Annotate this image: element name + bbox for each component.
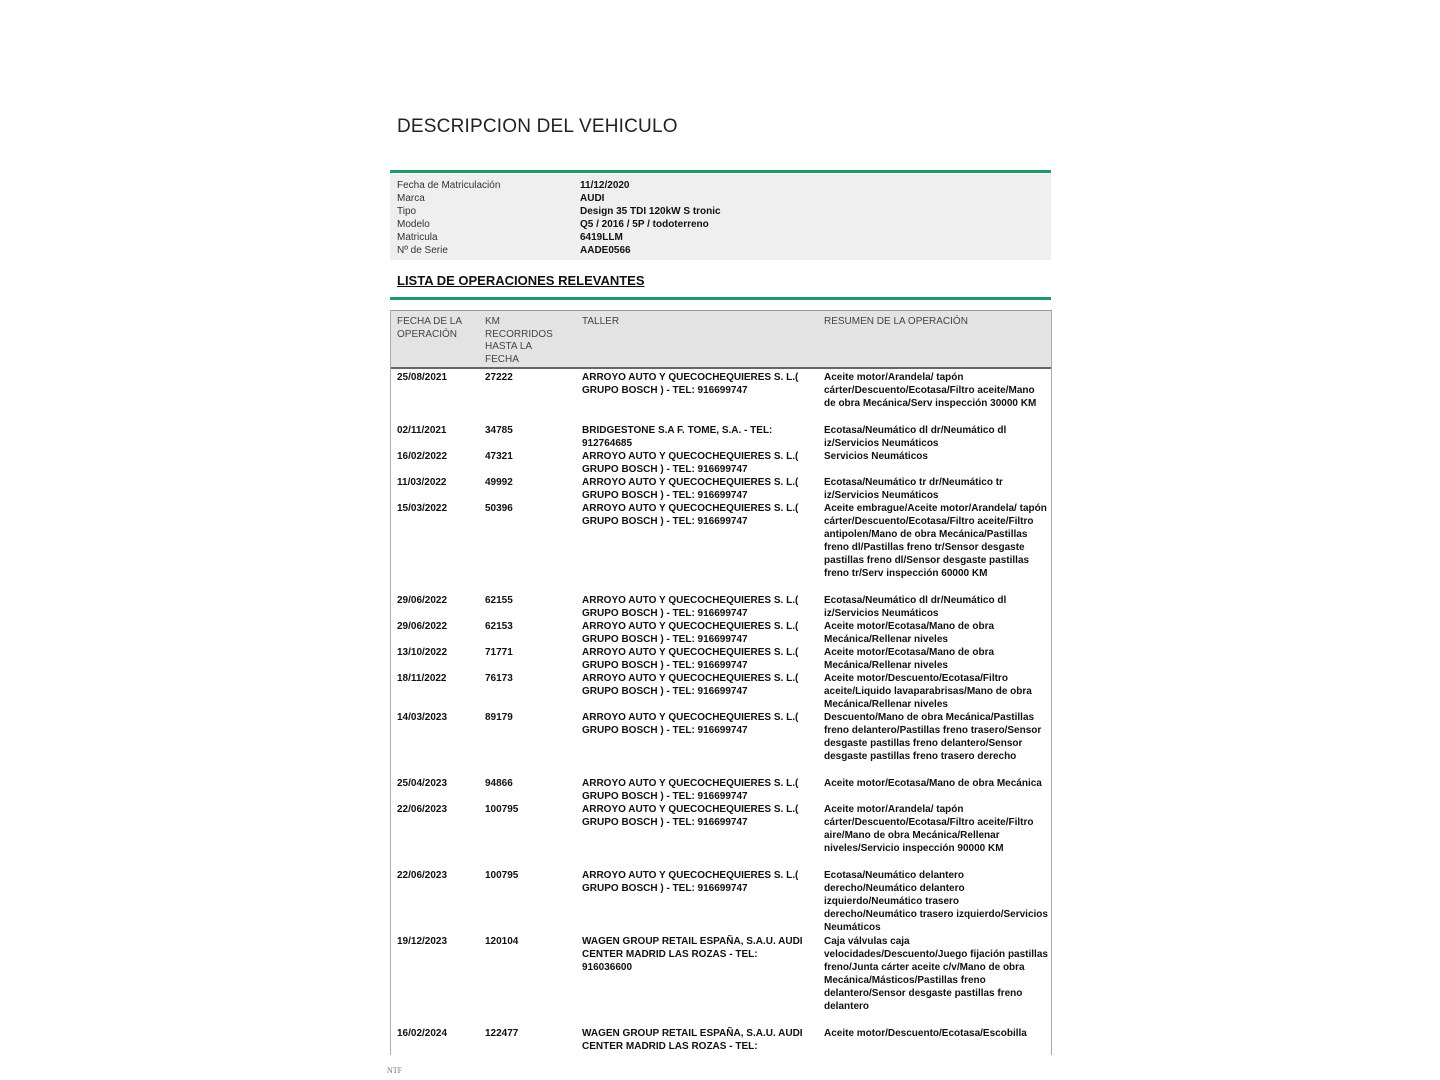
table-row <box>391 709 1051 775</box>
vehicle-label: Fecha de Matriculación <box>397 180 501 191</box>
operation-km: 71771 <box>485 647 513 658</box>
column-header-date: FECHA DE LA OPERACIÓN <box>397 316 462 340</box>
operation-summary: Aceite motor/Arandela/ tapón cárter/Descuento/Ecotasa/Filtro aceite/Mano de obra Mecánica/Serv inspección 30000 KM <box>824 372 1037 410</box>
column-header-shop: TALLER <box>582 316 620 327</box>
table-row <box>391 474 1051 500</box>
operation-km: 50396 <box>485 503 513 514</box>
operation-summary: Ecotasa/Neumático tr dr/Neumático tr iz/Servicios Neumáticos <box>824 477 1003 502</box>
operation-date: 16/02/2024 <box>397 1028 448 1039</box>
operation-shop: ARROYO AUTO Y QUECOCHEQUIERES S. L.( GRUPO BOSCH ) - TEL: 916699747 <box>582 673 799 698</box>
divider <box>390 297 1051 300</box>
table-row <box>391 369 1051 422</box>
column-header-km: KM RECORRIDOS HASTA LA FECHA <box>485 316 553 365</box>
operation-date: 22/06/2023 <box>397 804 448 815</box>
table-row <box>391 592 1051 618</box>
vehicle-label: Tipo <box>397 206 417 217</box>
table-row <box>391 1025 1051 1055</box>
operation-date: 16/02/2022 <box>397 451 448 462</box>
operation-date: 19/12/2023 <box>397 936 448 947</box>
vehicle-value: 6419LLM <box>580 232 623 243</box>
table-row <box>391 644 1051 670</box>
table-row <box>391 618 1051 644</box>
operation-summary: Aceite motor/Arandela/ tapón cárter/Descuento/Ecotasa/Filtro aceite/Filtro aire/Mano de obra Mecánica/Rellenar niveles/Servicio inspección 90000 KM <box>824 804 1034 855</box>
operation-summary: Ecotasa/Neumático delantero derecho/Neumático delantero izquierdo/Neumático trasero derecho/Neumático trasero izquierdo/Servicios Neumáticos <box>824 870 1048 934</box>
document-title: DESCRIPCION DEL VEHICULO <box>397 116 678 137</box>
operation-shop: ARROYO AUTO Y QUECOCHEQUIERES S. L.( GRUPO BOSCH ) - TEL: 916699747 <box>582 647 799 672</box>
operation-summary: Ecotasa/Neumático dl dr/Neumático dl iz/Servicios Neumáticos <box>824 425 1007 450</box>
vehicle-label: Matricula <box>397 232 438 243</box>
operation-shop: ARROYO AUTO Y QUECOCHEQUIERES S. L.( GRUPO BOSCH ) - TEL: 916699747 <box>582 477 799 502</box>
operation-date: 13/10/2022 <box>397 647 448 658</box>
vehicle-value: AUDI <box>580 193 605 204</box>
operation-shop: ARROYO AUTO Y QUECOCHEQUIERES S. L.( GRUPO BOSCH ) - TEL: 916699747 <box>582 621 799 646</box>
operation-km: 94866 <box>485 778 513 789</box>
operation-km: 47321 <box>485 451 513 462</box>
table-row <box>391 775 1051 801</box>
operation-summary: Servicios Neumáticos <box>824 451 928 462</box>
vehicle-value: 11/12/2020 <box>580 180 630 191</box>
operation-km: 62153 <box>485 621 513 632</box>
operation-shop: ARROYO AUTO Y QUECOCHEQUIERES S. L.( GRUPO BOSCH ) - TEL: 916699747 <box>582 778 799 803</box>
operation-date: 22/06/2023 <box>397 870 448 881</box>
operation-km: 120104 <box>485 936 519 947</box>
operation-shop: WAGEN GROUP RETAIL ESPAÑA, S.A.U. AUDI CENTER MADRID LAS ROZAS - TEL: 916036600 <box>582 936 803 974</box>
operation-shop: BRIDGESTONE S.A F. TOME, S.A. - TEL: 912764685 <box>582 425 773 450</box>
operation-date: 14/03/2023 <box>397 712 448 723</box>
operation-summary: Aceite motor/Ecotasa/Mano de obra Mecánica <box>824 778 1042 789</box>
operation-shop: ARROYO AUTO Y QUECOCHEQUIERES S. L.( GRUPO BOSCH ) - TEL: 916699747 <box>582 372 799 397</box>
operation-shop: ARROYO AUTO Y QUECOCHEQUIERES S. L.( GRUPO BOSCH ) - TEL: 916699747 <box>582 804 799 829</box>
column-header-summary: RESUMEN DE LA OPERACIÓN <box>824 316 968 327</box>
operation-km: 27222 <box>485 372 513 383</box>
table-row <box>391 867 1051 933</box>
operation-summary: Descuento/Mano de obra Mecánica/Pastillas freno delantero/Pastillas freno trasero/Sensor desgaste pastillas freno delantero/Sensor desgaste pastillas freno trasero derecho <box>824 712 1042 763</box>
operation-date: 29/06/2022 <box>397 621 448 632</box>
table-row <box>391 500 1051 592</box>
operation-km: 89179 <box>485 712 513 723</box>
operation-km: 49992 <box>485 477 513 488</box>
operation-km: 34785 <box>485 425 513 436</box>
vehicle-label: Modelo <box>397 219 430 230</box>
vehicle-value: Q5 / 2016 / 5P / todoterreno <box>580 219 709 230</box>
table-row <box>391 670 1051 709</box>
operation-shop: ARROYO AUTO Y QUECOCHEQUIERES S. L.( GRUPO BOSCH ) - TEL: 916699747 <box>582 870 799 895</box>
vehicle-value: Design 35 TDI 120kW S tronic <box>580 206 721 217</box>
operation-shop: ARROYO AUTO Y QUECOCHEQUIERES S. L.( GRUPO BOSCH ) - TEL: 916699747 <box>582 451 799 476</box>
table-row <box>391 422 1051 448</box>
operation-date: 25/04/2023 <box>397 778 448 789</box>
vehicle-value: AADE0566 <box>580 245 631 256</box>
operation-km: 100795 <box>485 870 519 881</box>
operation-date: 11/03/2022 <box>397 477 447 488</box>
section-title: LISTA DE OPERACIONES RELEVANTES <box>397 273 645 288</box>
table-body <box>391 369 1051 1055</box>
vehicle-label: Marca <box>397 193 425 204</box>
operations-table <box>390 310 1052 1055</box>
vehicle-details <box>390 174 1051 260</box>
operation-summary: Aceite motor/Descuento/Ecotasa/Escobilla <box>824 1028 1027 1039</box>
operation-summary: Aceite motor/Ecotasa/Mano de obra Mecánica/Rellenar niveles <box>824 621 995 646</box>
table-header <box>391 310 1051 369</box>
operation-km: 62155 <box>485 595 513 606</box>
operation-date: 02/11/2021 <box>397 425 447 436</box>
operation-date: 29/06/2022 <box>397 595 448 606</box>
operation-date: 15/03/2022 <box>397 503 448 514</box>
operation-shop: ARROYO AUTO Y QUECOCHEQUIERES S. L.( GRUPO BOSCH ) - TEL: 916699747 <box>582 712 799 737</box>
operation-date: 18/11/2022 <box>397 673 447 684</box>
operation-summary: Caja válvulas caja velocidades/Descuento/Juego fijación pastillas freno/Junta cárter aceite c/v/Mano de obra Mecánica/Másticos/Pastillas freno delantero/Sensor desgaste pastillas freno delantero <box>824 936 1048 1013</box>
operation-km: 76173 <box>485 673 513 684</box>
operation-shop: ARROYO AUTO Y QUECOCHEQUIERES S. L.( GRUPO BOSCH ) - TEL: 916699747 <box>582 595 799 620</box>
table-row <box>391 933 1051 1025</box>
operation-km: 100795 <box>485 804 519 815</box>
operation-summary: Aceite motor/Descuento/Ecotasa/Filtro aceite/Liquido lavaparabrisas/Mano de obra Mecánica/Rellenar niveles <box>824 673 1032 711</box>
table-row <box>391 448 1051 474</box>
operation-shop: ARROYO AUTO Y QUECOCHEQUIERES S. L.( GRUPO BOSCH ) - TEL: 916699747 <box>582 503 799 528</box>
operation-summary: Aceite embrague/Aceite motor/Arandela/ tapón cárter/Descuento/Ecotasa/Filtro aceite/Filtro antipolen/Mano de obra Mecánica/Pastillas freno dl/Pastillas freno tr/Sensor desgaste pastillas freno dl/Sensor desgaste pastillas freno tr/Serv inspección 60000 KM <box>824 503 1047 580</box>
operation-summary: Aceite motor/Ecotasa/Mano de obra Mecánica/Rellenar niveles <box>824 647 995 672</box>
operation-shop: WAGEN GROUP RETAIL ESPAÑA, S.A.U. AUDI CENTER MADRID LAS ROZAS - TEL: <box>582 1028 803 1053</box>
divider <box>390 170 1051 173</box>
operation-km: 122477 <box>485 1028 519 1039</box>
footer-mark: NTF <box>387 1066 403 1075</box>
operation-summary: Ecotasa/Neumático dl dr/Neumático dl iz/Servicios Neumáticos <box>824 595 1007 620</box>
table-row <box>391 801 1051 867</box>
operation-date: 25/08/2021 <box>397 372 448 383</box>
vehicle-label: Nº de Serie <box>397 245 448 256</box>
